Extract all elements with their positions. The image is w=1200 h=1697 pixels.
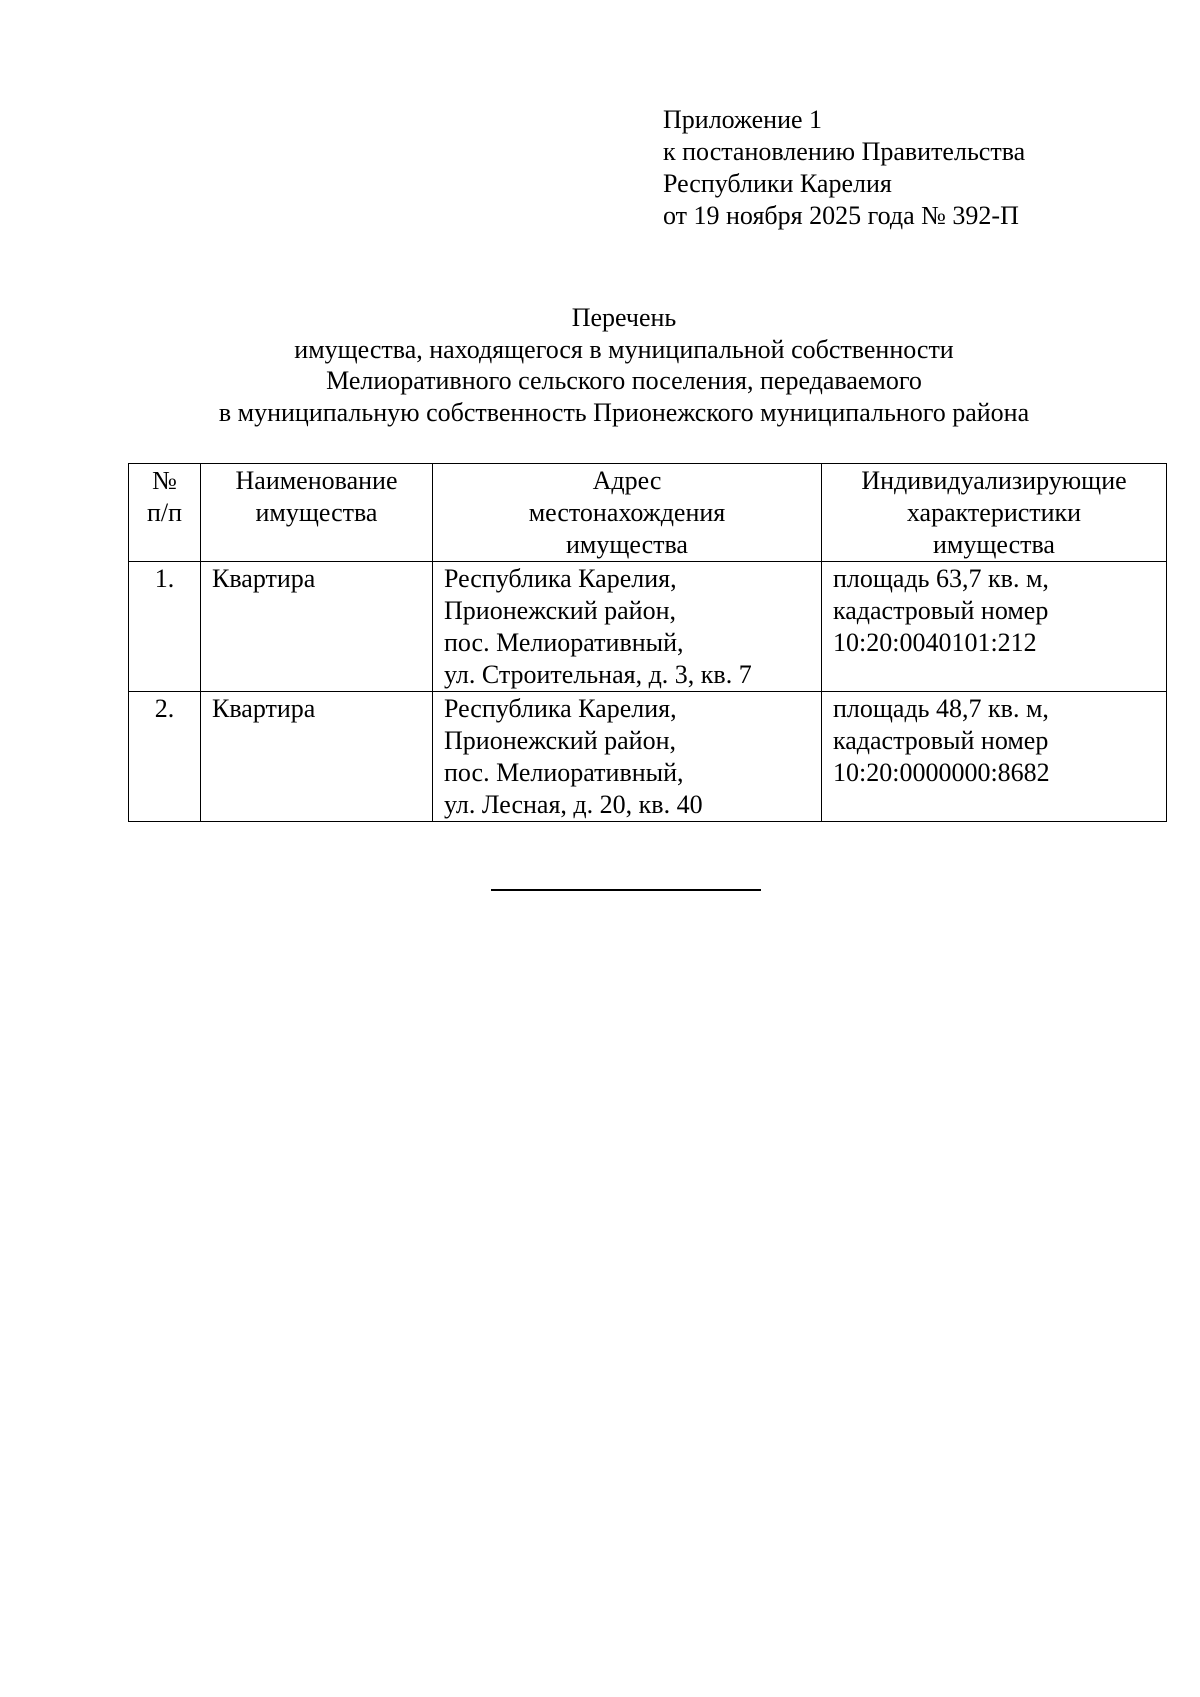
row-num: 2. [129,692,201,822]
header-features-line: имущества [933,530,1055,559]
row-name: Квартира [201,562,433,692]
address-line: Прионежский район, [444,596,677,625]
header-address-line: Адрес [592,466,662,495]
attachment-line-2: к постановлению Правительства [663,137,1026,166]
table-row [129,692,1167,822]
header-num-line: п/п [146,498,183,527]
features-line: площадь 48,7 кв. м, [833,694,1049,723]
address-line: Прионежский район, [444,726,677,755]
address-line: пос. Мелиоративный, [444,628,684,657]
header-address-line: имущества [566,530,688,559]
heading-line-1: Перечень [571,303,677,332]
attachment-line-1: Приложение 1 [663,105,823,134]
header-num-line: № [152,466,177,495]
table-row [129,562,1167,692]
row-address [433,562,822,692]
closing-rule [491,889,761,891]
features-line: кадастровый номер [833,596,1049,625]
header-address-line: местонахождения [528,498,726,527]
header-num [129,464,201,562]
row-name: Квартира [201,692,433,822]
row-num: 1. [129,562,201,692]
attachment-line-4: от 19 ноября 2025 года № 392-П [663,201,1019,230]
row-features [822,692,1167,822]
header-name [201,464,433,562]
header-name-line: Наименование [235,466,398,495]
header-features-line: Индивидуализирующие [861,466,1127,495]
heading-line-3: Мелиоративного сельского поселения, передаваемого [326,366,922,395]
address-line: Республика Карелия, [444,564,677,593]
attachment-note [663,104,1025,232]
row-features [822,562,1167,692]
address-line: пос. Мелиоративный, [444,758,684,787]
heading-line-4: в муниципальную собственность Прионежского муниципального района [218,397,1030,427]
features-line: 10:20:0040101:212 [833,628,1037,657]
attachment-line-3: Республики Карелия [663,169,892,198]
address-line: ул. Лесная, д. 20, кв. 40 [444,790,703,819]
row-address [433,692,822,822]
header-address [433,464,822,562]
address-line: ул. Строительная, д. 3, кв. 7 [444,660,752,689]
features-line: кадастровый номер [833,726,1049,755]
address-line: Республика Карелия, [444,694,677,723]
header-features-line: характеристики [906,498,1082,527]
header-name-line: имущества [255,498,378,527]
features-line: площадь 63,7 кв. м, [833,564,1049,593]
heading-line-2: имущества, находящегося в муниципальной собственности [294,334,954,364]
property-table [128,463,1167,822]
header-features [822,464,1167,562]
features-line: 10:20:0000000:8682 [833,758,1050,787]
table-header-row [129,464,1167,562]
document-heading [100,302,1148,428]
